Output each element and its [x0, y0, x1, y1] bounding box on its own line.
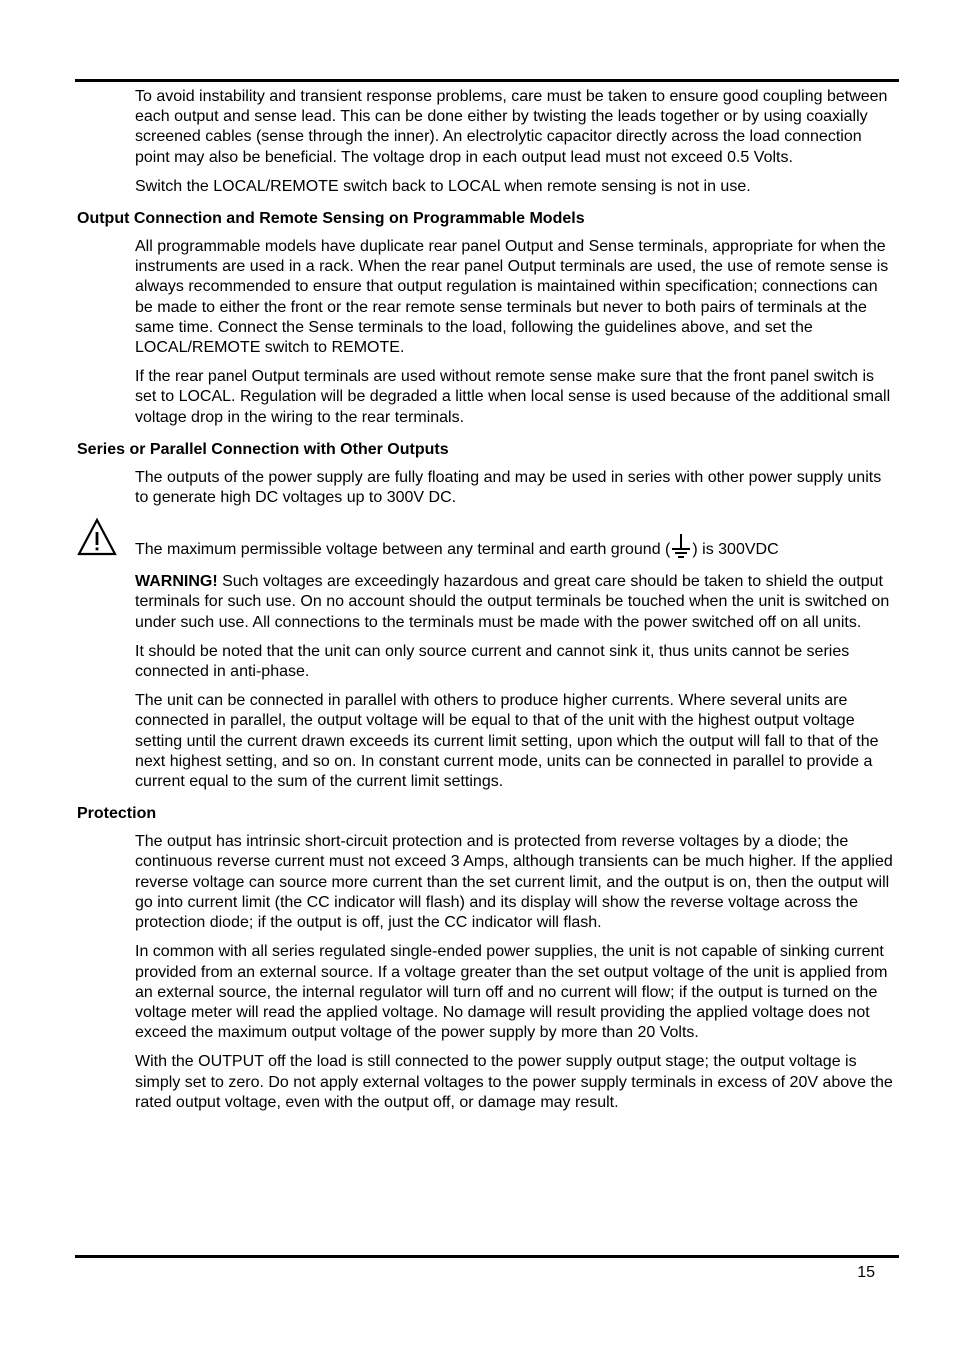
paragraph: The unit can be connected in parallel with others to produce higher currents. Where several units are connected in parallel, the output voltage will be equal to that of the unit with the highest output voltage setting until the current drawn exceeds its current limit setting, upon which the output will fall to that of the next highest setting, and so on. In constant current mode, units can be connected in parallel to provide a current equal to the sum of the current limit settings. — [135, 692, 879, 791]
section-heading-series: Series or Parallel Connection with Other Outputs — [77, 440, 449, 458]
top-rule — [75, 79, 899, 82]
paragraph: It should be noted that the unit can only source current and cannot sink it, thus units cannot be series connected in anti-phase. — [135, 642, 850, 681]
max-voltage-text: The maximum permissible voltage between any terminal and earth ground ( — [135, 541, 671, 559]
paragraph: Switch the LOCAL/REMOTE switch back to LOCAL when remote sensing is not in use. — [135, 177, 751, 195]
paragraph: The output has intrinsic short-circuit protection and is protected from reverse voltages by a diode; the continuous reverse current must not exceed 3 Amps, although transients can be much higher. If the applied reverse voltage can source more current than the set current limit, and the output is on, then the output will go into current limit (the CC indicator will flash) and its display will show the reverse voltage across the protection diode; if the output is off, just the CC indicator will flash. — [135, 833, 893, 932]
paragraph: In common with all series regulated single-ended power supplies, the unit is not capable of sinking current provided from an external source. If a voltage greater than the set output voltage of the unit is applied from an external source, the internal regulator will turn off and no current will flow; if the output is turned on the voltage meter will read the applied voltage. No damage will result providing the applied voltage does not exceed the maximum output voltage of the power supply by more than 20 Volts. — [135, 943, 888, 1042]
earth-ground-icon — [670, 534, 692, 560]
paragraph: The outputs of the power supply are fully floating and may be used in series with other power supply units to generate high DC voltages up to 300V DC. — [135, 468, 882, 507]
warning-row — [0, 517, 954, 557]
max-voltage-line — [135, 534, 779, 560]
warning-triangle-icon — [77, 517, 117, 557]
warning-paragraph — [135, 572, 897, 633]
paragraph: If the rear panel Output terminals are used without remote sense make sure that the front panel switch is set to LOCAL. Regulation will be degraded a little when local sense is used because of the additional small voltage drop in the wiring to the rear terminals. — [135, 368, 891, 426]
warning-text: Such voltages are exceedingly hazardous and great care should be taken to shield the output terminals for such use. On no account should the output terminals be touched when the unit is switched on under such use. All connections to the terminals must be made with the power switched off on all units. — [135, 573, 890, 631]
warning-label: WARNING! — [135, 573, 218, 591]
section-heading-output: Output Connection and Remote Sensing on Programmable Models — [77, 210, 585, 228]
page-number: 15 — [857, 1264, 875, 1281]
section-heading-protection: Protection — [77, 805, 157, 823]
bottom-rule — [75, 1255, 899, 1258]
max-voltage-value: ) is 300VDC — [692, 541, 779, 559]
paragraph: All programmable models have duplicate rear panel Output and Sense terminals, appropriate for when the instruments are used in a rack. When the rear panel Output terminals are used, the use of remote sense is always recommended to ensure that output regulation is maintained within specification; connections can be made to either the front or the rear remote sense terminals but never to both pairs of terminals at the same time. Connect the Sense terminals to the load, following the guidelines above, and set the LOCAL/REMOTE switch to REMOTE. — [135, 238, 889, 357]
paragraph: To avoid instability and transient response problems, care must be taken to ensure good coupling between each output and sense lead. This can be done either by twisting the leads together or by using coaxially screened cables (sense through the inner). An electrolytic capacitor directly across the load connection point may also be beneficial. The voltage drop in each output lead must not exceed 0.5 Volts. — [135, 88, 888, 166]
page-content — [0, 87, 954, 1122]
paragraph: With the OUTPUT off the load is still connected to the power supply output stage; the output voltage is simply set to zero. Do not apply external voltages to the power supply terminals in excess of 20V above the rated output voltage, even with the output off, or damage may result. — [135, 1053, 893, 1111]
